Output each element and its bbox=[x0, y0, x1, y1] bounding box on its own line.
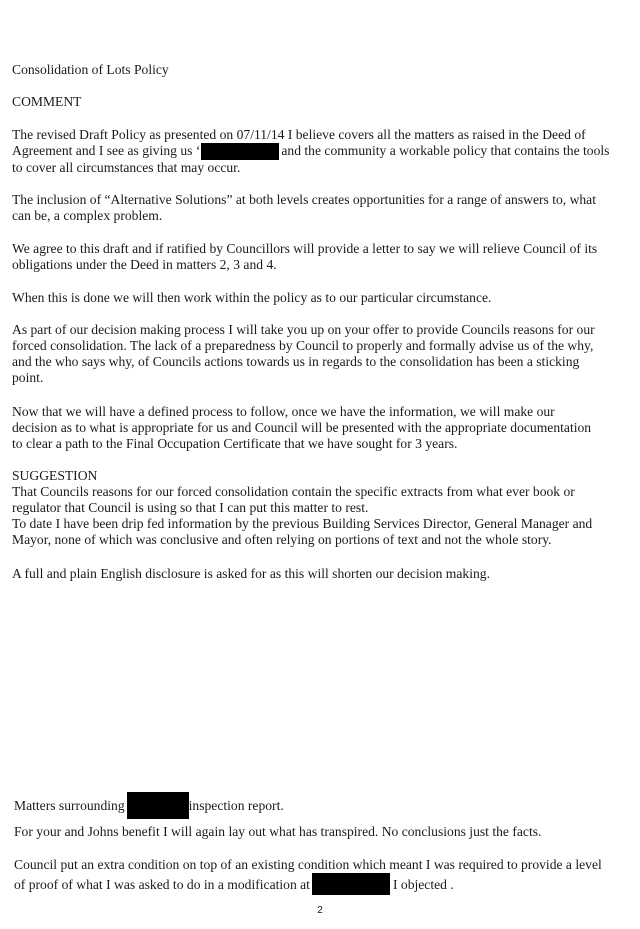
text-line: The inclusion of “Alternative Solutions” at both levels creates opportunities for a range of answers to, what bbox=[12, 192, 596, 207]
page-number: 2 bbox=[317, 905, 323, 916]
paragraph-work-within-policy: When this is done we will then work within the policy as to our particular circumstance. bbox=[12, 290, 492, 305]
paragraph-draft-policy bbox=[12, 127, 632, 176]
paragraph-matters-surrounding bbox=[14, 792, 634, 819]
redaction-box bbox=[312, 873, 390, 895]
text-segment: and the community a workable policy that contains the tools bbox=[281, 143, 610, 158]
text-line: obligations under the Deed in matters 2, 3 and 4. bbox=[12, 257, 277, 272]
text-segment: of proof of what I was asked to do in a modification at bbox=[14, 877, 310, 892]
text-line bbox=[14, 873, 634, 895]
suggestion-heading: SUGGESTION bbox=[12, 468, 98, 483]
paragraph-suggestion bbox=[12, 484, 632, 548]
paragraph-extra-condition bbox=[14, 857, 634, 895]
document-title: Consolidation of Lots Policy bbox=[12, 62, 169, 77]
text-line: The revised Draft Policy as presented on 07/11/14 I believe covers all the matters as raised in the Deed of bbox=[12, 127, 586, 142]
text-segment: I objected . bbox=[392, 877, 454, 892]
text-line: Council put an extra condition on top of an existing condition which meant I was required to provide a level bbox=[14, 857, 602, 872]
text-line: and the who says why, of Councils actions towards us in regards to the consolidation has been a sticking bbox=[12, 354, 580, 369]
paragraph-alternative-solutions bbox=[12, 192, 632, 224]
text-line: As part of our decision making process I will take you up on your offer to provide Councils reasons for our bbox=[12, 322, 595, 337]
text-segment: inspection report. bbox=[188, 798, 284, 813]
text-line: Now that we will have a defined process to follow, once we have the information, we will make our bbox=[12, 404, 555, 419]
text-segment: Matters surrounding bbox=[14, 798, 125, 813]
text-line: decision as to what is appropriate for us and Council will be presented with the appropriate documentation bbox=[12, 420, 592, 435]
redaction-box bbox=[201, 143, 279, 160]
paragraph-decision-process bbox=[12, 322, 632, 386]
comment-heading: COMMENT bbox=[12, 94, 82, 109]
redaction-box bbox=[127, 792, 189, 819]
text-line: to cover all circumstances that may occur. bbox=[12, 160, 241, 175]
paragraph-defined-process bbox=[12, 404, 632, 452]
text-line: That Councils reasons for our forced consolidation contain the specific extracts from what ever book or bbox=[12, 484, 575, 499]
text-line: We agree to this draft and if ratified by Councillors will provide a letter to say we will relieve Council of its bbox=[12, 241, 598, 256]
text-line: regulator that Council is using so that I can put this matter to rest. bbox=[12, 500, 369, 515]
text-line bbox=[12, 143, 632, 160]
text-segment: Agreement and I see as giving us ‘ bbox=[12, 143, 201, 158]
text-line: can be, a complex problem. bbox=[12, 208, 163, 223]
text-line: to clear a path to the Final Occupation Certificate that we have sought for 3 years. bbox=[12, 436, 458, 451]
paragraph-disclosure: A full and plain English disclosure is asked for as this will shorten our decision making. bbox=[12, 566, 490, 581]
text-line: point. bbox=[12, 370, 44, 385]
text-line: Mayor, none of which was conclusive and often relying on portions of text and not the whole story. bbox=[12, 532, 552, 547]
paragraph-johns-benefit: For your and Johns benefit I will again lay out what has transpired. No conclusions just the facts. bbox=[14, 824, 542, 839]
text-line: forced consolidation. The lack of a preparedness by Council to properly and formally advise us of the why, bbox=[12, 338, 594, 353]
paragraph-agreement bbox=[12, 241, 632, 273]
text-line: To date I have been drip fed information by the previous Building Services Director, General Manager and bbox=[12, 516, 593, 531]
